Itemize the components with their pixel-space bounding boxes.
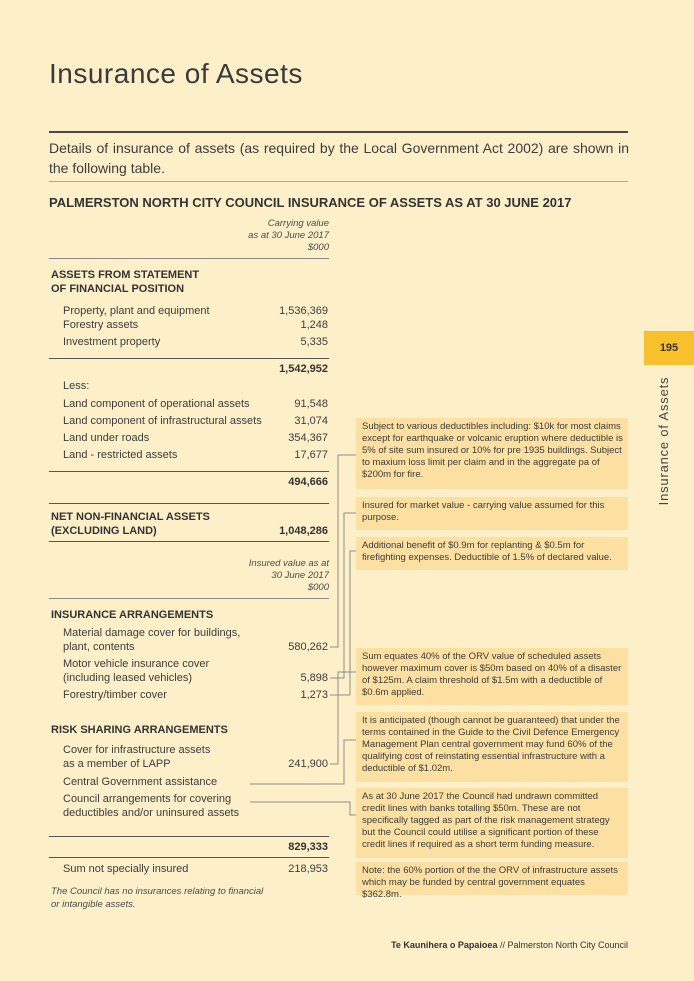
less-item-value: 31,074 [294, 415, 328, 427]
less-item-label: Land component of operational assets [63, 398, 250, 410]
label-line: Material damage cover for buildings, [63, 627, 241, 639]
footnote-line: or intangible assets. [51, 899, 136, 910]
section-line: OF FINANCIAL POSITION [51, 283, 185, 295]
less-item-label: Land - restricted assets [63, 449, 178, 461]
colhead-line: Insured value as at [248, 558, 329, 569]
insurance-item-value: 5,898 [300, 672, 328, 684]
note-forestry: Additional benefit of $0.9m for replanting & $0.5m for firefighting expenses. Deductible of 1.5% of declared value. [356, 537, 628, 570]
asset-value: 1,536,369 [279, 305, 328, 317]
label-line: Central Government assistance [63, 776, 218, 788]
connector-line [250, 802, 356, 815]
footer-council-name: // Palmerston North City Council [497, 940, 628, 950]
asset-value: 5,335 [300, 336, 328, 348]
note-lapp: Sum equates 40% of the ORV value of scheduled assets however maximum cover is $50m based on 40% of a disaster of $125m. A claim threshold of $1.5m with a deductible of $0.6m applied. [356, 648, 628, 705]
intro-paragraph: Details of insurance of assets (as required by the Local Government Act 2002) are shown in the following table. [49, 140, 629, 176]
not-insured-value: 218,953 [288, 863, 328, 875]
section-line: (EXCLUDING LAND) [51, 525, 157, 537]
insurance-item-value: 580,262 [288, 641, 328, 653]
note-motor-vehicle: Insured for market value - carrying value assumed for this purpose. [356, 497, 628, 530]
less-item-label: Land component of infrastructural assets [63, 415, 262, 427]
note-central-government: It is anticipated (though cannot be guaranteed) that under the terms contained in the Guide to the Civil Defence Emergency Management Plan central government may fund 60% of the qualifying cost of reinstating essential infrastructure with a deductible of $1.02m. [356, 712, 628, 782]
colhead-line: $000 [307, 242, 329, 253]
less-item-value: 354,367 [288, 432, 328, 444]
connector-line [250, 740, 356, 784]
label-line: as a member of LAPP [63, 758, 171, 770]
note-material-damage: Subject to various deductibles including: $10k for most claims except for earthquake or volcanic eruption where deductible is 5% of site sum insured or 10% for pre 1935 buildings. Subject to maxium loss limit per claim and in the aggregate pa of $200m for fire. [356, 418, 628, 489]
insurance-item-value: 1,273 [300, 689, 328, 701]
section-line: NET NON-FINANCIAL ASSETS [51, 511, 210, 523]
footer-council-maori: Te Kaunihera o Papaioea [391, 940, 498, 950]
section-line: ASSETS FROM STATEMENT [51, 269, 200, 281]
asset-label: Property, plant and equipment [63, 305, 210, 317]
note-orv-portion: Note: the 60% portion of the the ORV of infrastructure assets which may be funded by central government equates $362.8m. [356, 862, 628, 895]
table-heading: PALMERSTON NORTH CITY COUNCIL INSURANCE OF ASSETS AS AT 30 JUNE 2017 [49, 195, 572, 210]
less-item-value: 17,677 [294, 449, 328, 461]
assets-total: 1,542,952 [279, 363, 328, 375]
asset-label: Forestry assets [63, 319, 139, 331]
asset-value: 1,248 [300, 319, 328, 331]
risk-section-title: RISK SHARING ARRANGEMENTS [51, 724, 228, 736]
page-number-tab: 195 [644, 331, 694, 365]
colhead-line: Carrying value [267, 218, 329, 229]
less-label: Less: [63, 380, 90, 392]
label-line: Cover for infrastructure assets [63, 744, 211, 756]
colhead-line: 30 June 2017 [271, 570, 329, 581]
connector-line [330, 551, 356, 695]
footnote-line: The Council has no insurances relating to financial [51, 886, 264, 897]
net-assets-value: 1,048,286 [279, 525, 328, 537]
label-line: (including leased vehicles) [63, 672, 193, 684]
less-item-label: Land under roads [63, 432, 150, 444]
label-line: Forestry/timber cover [63, 689, 167, 701]
label-line: deductibles and/or uninsured assets [63, 807, 240, 819]
label-line: plant, contents [63, 641, 135, 653]
less-item-value: 91,548 [294, 398, 328, 410]
page-title: Insurance of Assets [49, 58, 303, 89]
insured-total: 829,333 [288, 841, 328, 853]
connector-line [330, 672, 356, 764]
colhead-line: $000 [307, 582, 329, 593]
label-line: Motor vehicle insurance cover [63, 658, 210, 670]
less-total: 494,666 [288, 476, 328, 488]
side-section-label: Insurance of Assets [656, 376, 671, 506]
label-line: Council arrangements for covering [63, 793, 232, 805]
insurance-section-title: INSURANCE ARRANGEMENTS [51, 609, 214, 621]
page-footer [391, 940, 628, 950]
asset-label: Investment property [63, 336, 161, 348]
not-insured-label: Sum not specially insured [63, 863, 189, 875]
risk-item-value: 241,900 [288, 758, 328, 770]
note-credit-lines: As at 30 June 2017 the Council had undrawn committed credit lines with banks totalling $50m. These are not specifically tagged as part of the risk management strategy but the Council could utilise a significant portion of these credit lines if required as a short term funding measure. [356, 788, 628, 858]
colhead-line: as at 30 June 2017 [248, 230, 329, 241]
connector-line [330, 513, 356, 678]
